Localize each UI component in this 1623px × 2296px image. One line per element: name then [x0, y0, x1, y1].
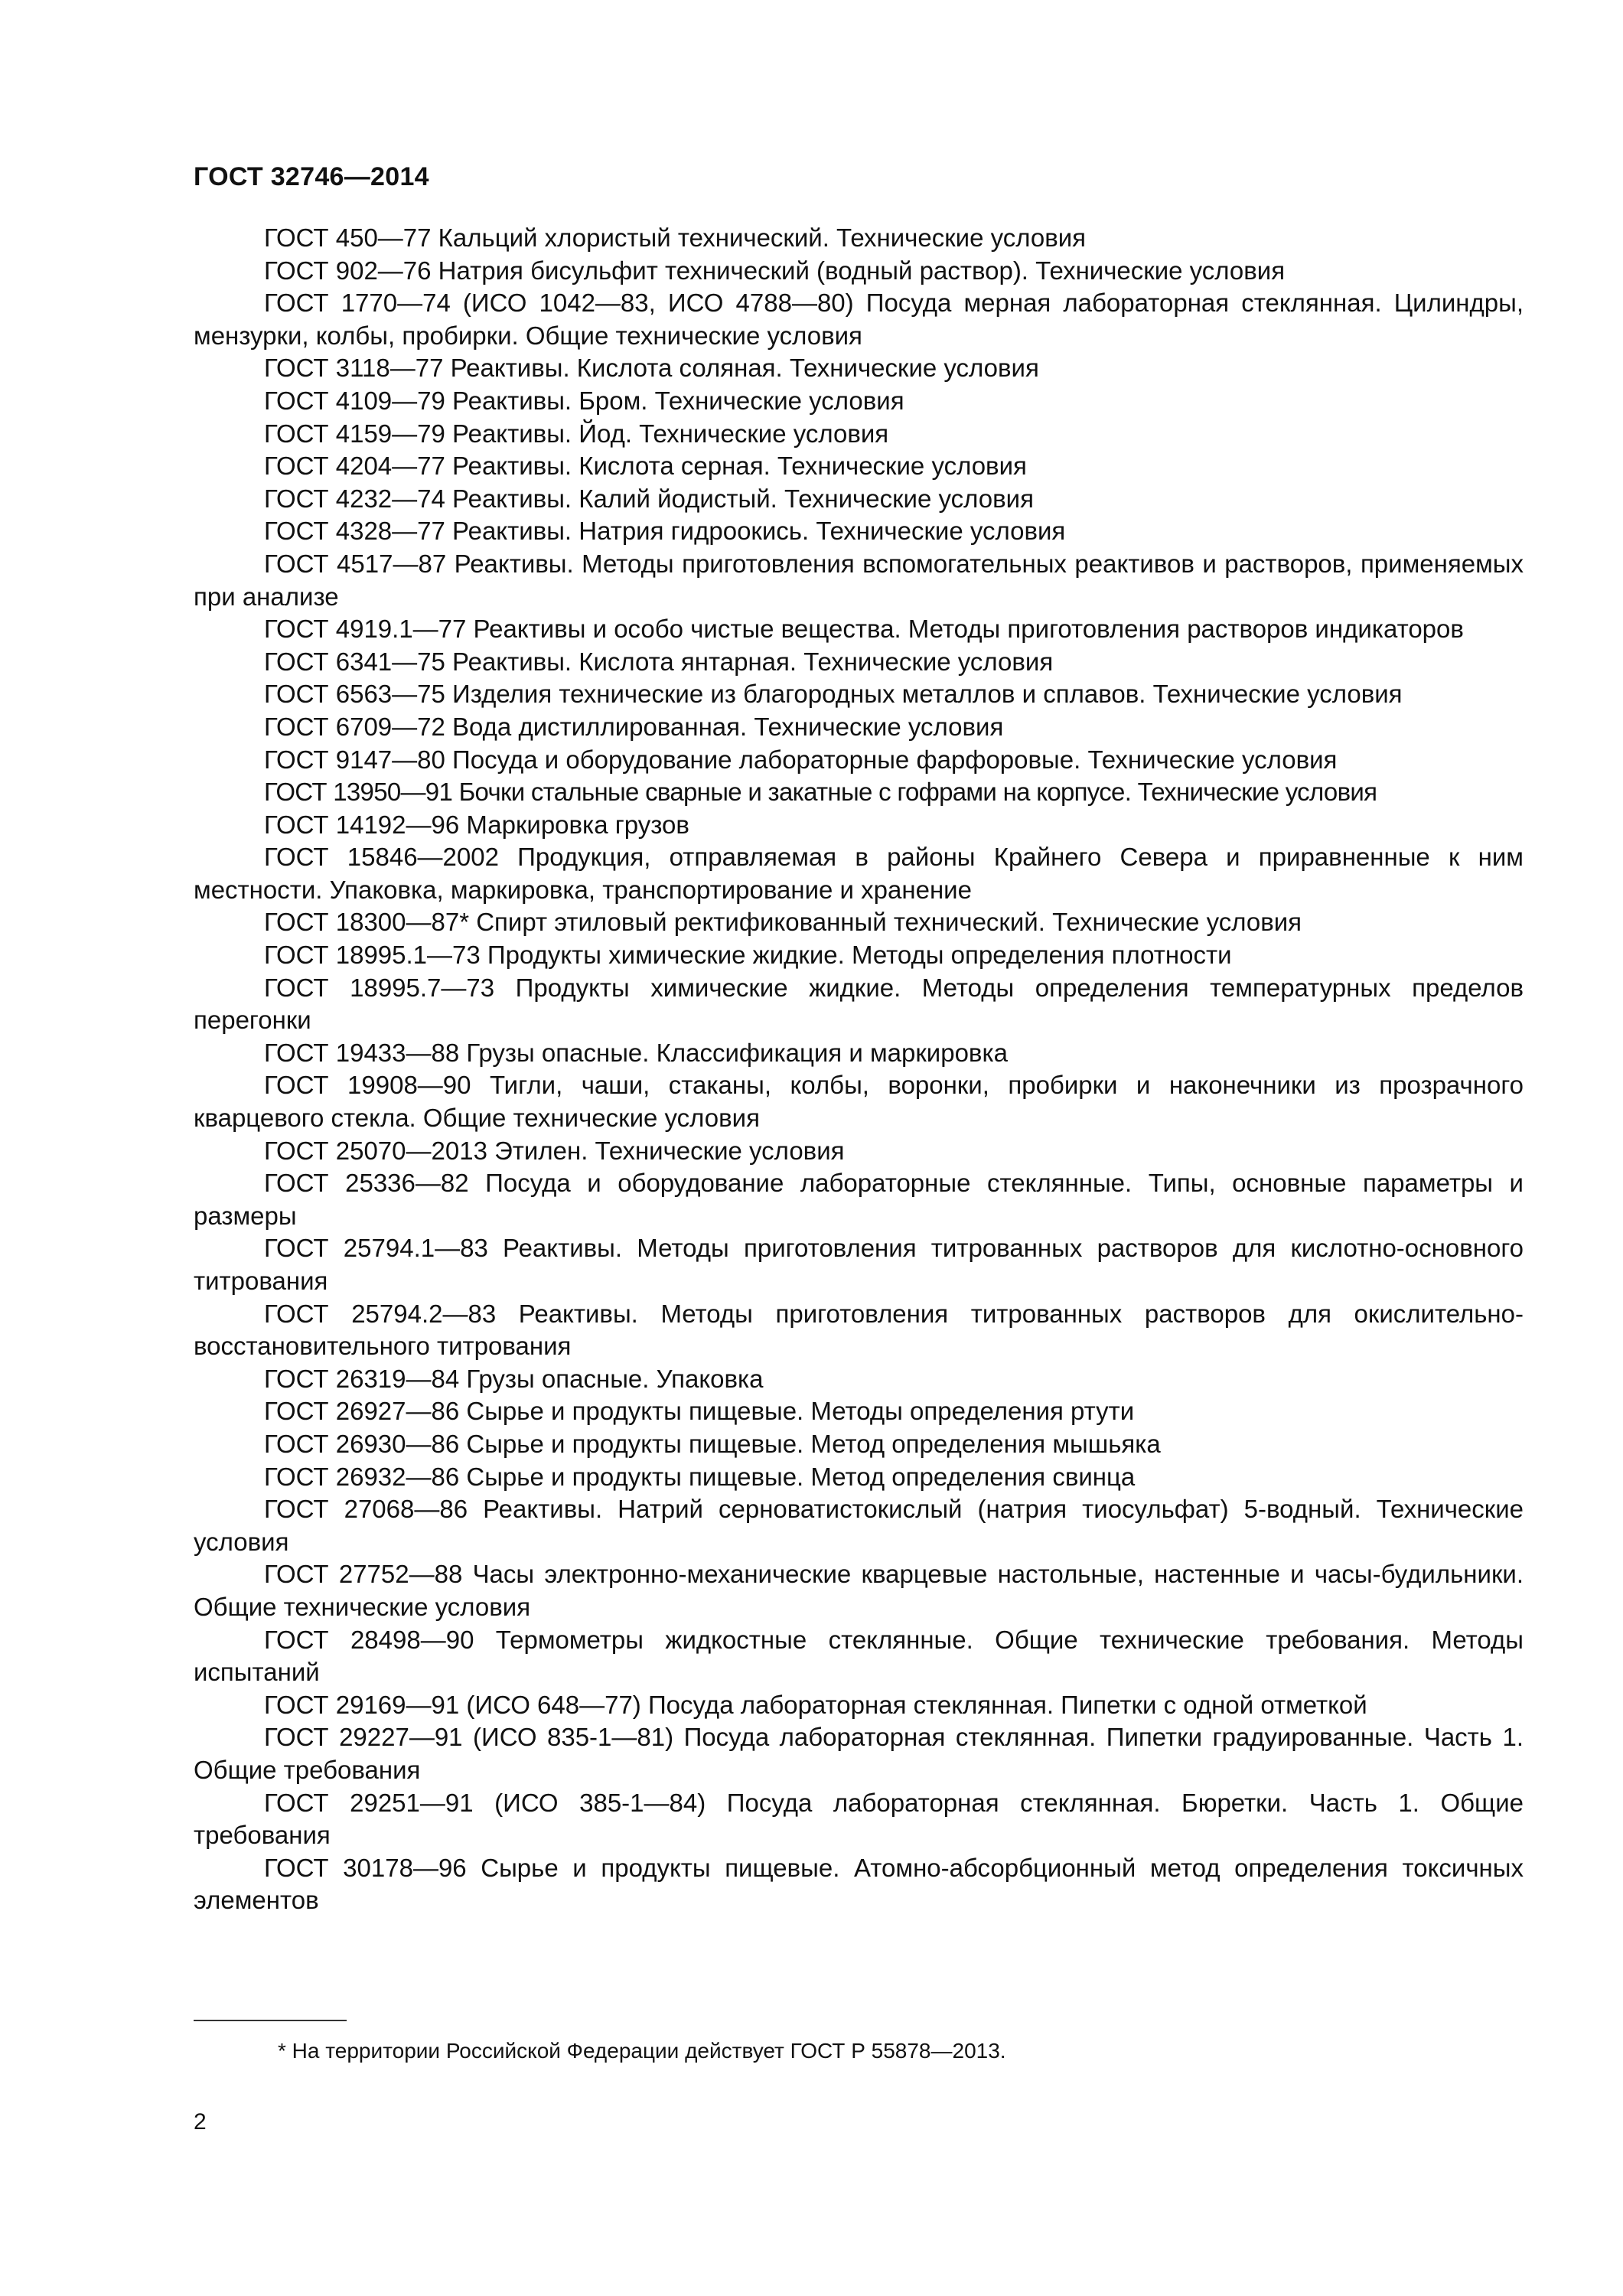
reference-item: ГОСТ 4232—74 Реактивы. Калий йодистый. Технические условия [264, 484, 1034, 513]
footnote: * На территории Российской Федерации действует ГОСТ Р 55878—2013. [278, 2039, 1006, 2063]
reference-item: ГОСТ 6709—72 Вода дистиллированная. Технические условия [264, 712, 1004, 741]
reference-item: ГОСТ 6563—75 Изделия технические из благородных металлов и сплавов. Технические условия [264, 680, 1403, 709]
reference-item: ГОСТ 25070—2013 Этилен. Технические условия [264, 1136, 845, 1165]
page-number: 2 [194, 2109, 207, 2135]
reference-item: ГОСТ 18995.7—73 Продукты химические жидкие. Методы определения температурных пределов перегонки [194, 973, 1524, 1035]
reference-item: ГОСТ 28498—90 Термометры жидкостные стеклянные. Общие технические требования. Методы испытаний [194, 1625, 1524, 1687]
reference-item: ГОСТ 9147—80 Посуда и оборудование лабораторные фарфоровые. Технические условия [264, 745, 1338, 774]
reference-item: ГОСТ 19908—90 Тигли, чаши, стаканы, колбы, воронки, пробирки и наконечники из прозрачного кварцевого стекла. Общие технические условия [194, 1071, 1524, 1133]
reference-item: ГОСТ 450—77 Кальций хлористый технический. Технические условия [264, 223, 1087, 252]
reference-item: ГОСТ 15846—2002 Продукция, отправляемая в районы Крайнего Севера и приравненные к ним местности. Упаковка, маркировка, транспортирование и хранение [194, 843, 1524, 904]
reference-item: ГОСТ 4517—87 Реактивы. Методы приготовления вспомогательных реактивов и растворов, применяемых при анализе [194, 549, 1524, 611]
reference-item: ГОСТ 18995.1—73 Продукты химические жидкие. Методы определения плотности [264, 941, 1232, 970]
reference-item: ГОСТ 4159—79 Реактивы. Йод. Технические условия [264, 419, 889, 448]
reference-item: ГОСТ 29169—91 (ИСО 648—77) Посуда лабораторная стеклянная. Пипетки с одной отметкой [264, 1690, 1367, 1719]
reference-item: ГОСТ 4328—77 Реактивы. Натрия гидроокись. Технические условия [264, 517, 1066, 546]
document-header: ГОСТ 32746—2014 [194, 162, 429, 191]
reference-item: ГОСТ 26930—86 Сырье и продукты пищевые. Метод определения мышьяка [264, 1429, 1161, 1458]
reference-item: ГОСТ 4204—77 Реактивы. Кислота серная. Технические условия [264, 452, 1027, 481]
reference-item: ГОСТ 25794.2—83 Реактивы. Методы приготовления титрованных растворов для окислительно-восстановительного титрования [194, 1299, 1524, 1361]
reference-item: ГОСТ 13950—91 Бочки стальные сварные и закатные с гофрами на корпусе. Технические условия [264, 778, 1377, 807]
reference-item: ГОСТ 902—76 Натрия бисульфит технический (водный раствор). Технические условия [264, 256, 1286, 285]
reference-item: ГОСТ 30178—96 Сырье и продукты пищевые. Атомно-абсорбционный метод определения токсичных элементов [194, 1853, 1524, 1915]
reference-item: ГОСТ 26932—86 Сырье и продукты пищевые. Метод определения свинца [264, 1462, 1136, 1491]
reference-item: ГОСТ 27068—86 Реактивы. Натрий серноватистокислый (натрия тиосульфат) 5-водный. Технические условия [194, 1495, 1524, 1556]
reference-item: ГОСТ 6341—75 Реактивы. Кислота янтарная. Технические условия [264, 647, 1054, 676]
footnote-separator [194, 2020, 347, 2021]
reference-item: ГОСТ 4919.1—77 Реактивы и особо чистые вещества. Методы приготовления растворов индикаторов [264, 615, 1464, 644]
reference-item: ГОСТ 25794.1—83 Реактивы. Методы приготовления титрованных растворов для кислотно-основного титрования [194, 1234, 1524, 1295]
reference-item: ГОСТ 3118—77 Реактивы. Кислота соляная. Технические условия [264, 354, 1039, 383]
reference-item: ГОСТ 18300—87* Спирт этиловый ректификованный технический. Технические условия [264, 908, 1302, 937]
reference-item: ГОСТ 14192—96 Маркировка грузов [264, 810, 689, 839]
reference-item: ГОСТ 29227—91 (ИСО 835-1—81) Посуда лабораторная стеклянная. Пипетки градуированные. Часть 1. Общие требования [194, 1723, 1524, 1784]
reference-item: ГОСТ 26927—86 Сырье и продукты пищевые. Методы определения ртути [264, 1397, 1135, 1426]
reference-item: ГОСТ 26319—84 Грузы опасные. Упаковка [264, 1364, 764, 1393]
reference-item: ГОСТ 1770—74 (ИСО 1042—83, ИСО 4788—80) Посуда мерная лабораторная стеклянная. Цилиндры, мензурки, колбы, пробирки. Общие технические условия [194, 289, 1524, 350]
reference-item: ГОСТ 29251—91 (ИСО 385-1—84) Посуда лабораторная стеклянная. Бюретки. Часть 1. Общие требования [194, 1788, 1524, 1850]
normative-references-list [194, 222, 1524, 1917]
reference-item: ГОСТ 19433—88 Грузы опасные. Классификация и маркировка [264, 1038, 1008, 1067]
reference-item: ГОСТ 4109—79 Реактивы. Бром. Технические условия [264, 386, 904, 415]
reference-item: ГОСТ 25336—82 Посуда и оборудование лабораторные стеклянные. Типы, основные параметры и размеры [194, 1169, 1524, 1230]
reference-item: ГОСТ 27752—88 Часы электронно-механические кварцевые настольные, настенные и часы-будильники. Общие технические условия [194, 1560, 1524, 1621]
